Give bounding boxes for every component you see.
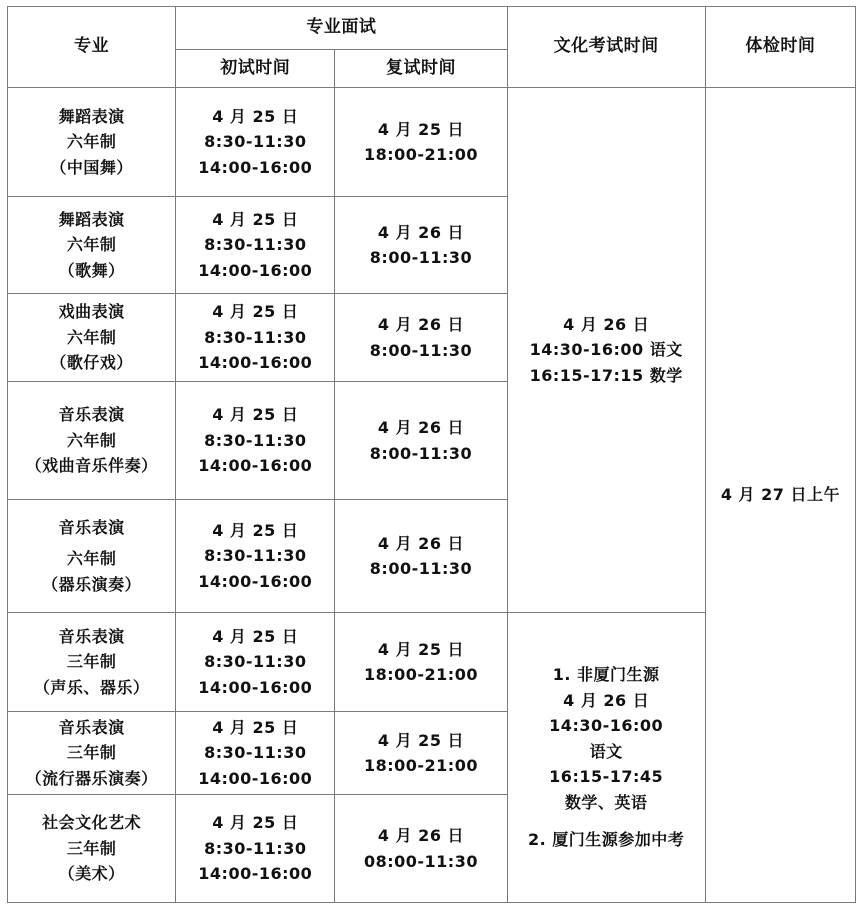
major-name: 音乐表演: [58, 405, 125, 425]
second-round-time: 8:00-11:30: [369, 443, 473, 463]
second-round-cell: [335, 382, 507, 500]
first-round-morning: 8:30-11:30: [204, 652, 307, 672]
second-round-cell: [335, 712, 507, 795]
culture-exam-three-year-cell: [507, 613, 705, 903]
exam-schedule-table: [7, 6, 856, 903]
second-round-cell: [335, 88, 507, 197]
second-round-date: 4 月 26 日: [377, 533, 465, 553]
second-round-cell: [335, 500, 507, 613]
first-round-morning: 8:30-11:30: [204, 743, 307, 763]
second-round-date: 4 月 26 日: [377, 418, 465, 437]
first-round-afternoon: 14:00-16:00: [198, 456, 313, 476]
header-culture-exam: 文化考试时间: [507, 7, 705, 88]
first-round-cell: [176, 712, 335, 795]
first-round-date: 4 月 25 日: [212, 106, 299, 126]
first-round-morning: 8:30-11:30: [204, 546, 307, 566]
major-specialty: （中国舞）: [50, 157, 133, 177]
major-name: 音乐表演: [58, 626, 125, 646]
major-name: 音乐表演: [58, 717, 125, 737]
major-cell: [8, 294, 176, 382]
culture-exam-math-english-subject: 数学、英语: [564, 792, 648, 812]
major-duration: 六年制: [66, 549, 117, 569]
first-round-afternoon: 14:00-16:00: [198, 353, 313, 373]
culture-exam-math: 16:15-17:15 数学: [529, 365, 683, 385]
table-row: [8, 88, 856, 197]
major-name: 舞蹈表演: [58, 209, 125, 229]
major-name: 舞蹈表演: [58, 106, 125, 126]
second-round-time: 8:00-11:30: [369, 248, 473, 267]
first-round-cell: [176, 197, 335, 294]
first-round-afternoon: 14:00-16:00: [198, 260, 313, 280]
major-name: 戏曲表演: [58, 302, 125, 322]
first-round-date: 4 月 25 日: [212, 626, 299, 646]
major-duration: 三年制: [66, 743, 117, 763]
culture-exam-chinese: 14:30-16:00 语文: [529, 340, 683, 360]
second-round-date: 4 月 26 日: [377, 222, 465, 242]
major-specialty: （美术）: [58, 864, 125, 884]
table-header: [8, 7, 856, 88]
second-round-time: 08:00-11:30: [363, 851, 478, 871]
second-round-date: 4 月 25 日: [377, 639, 465, 659]
culture-exam-math-english-time: 16:15-17:45: [549, 767, 664, 787]
major-cell: [8, 500, 176, 613]
major-cell: [8, 382, 176, 500]
first-round-cell: [176, 795, 335, 903]
first-round-date: 4 月 25 日: [212, 813, 299, 833]
first-round-cell: [176, 500, 335, 613]
header-interview-group: 专业面试: [176, 7, 507, 50]
major-cell: [8, 712, 176, 795]
major-duration: 六年制: [66, 327, 117, 347]
major-specialty: （器乐演奏）: [42, 574, 142, 594]
first-round-date: 4 月 25 日: [212, 209, 299, 229]
culture-exam-chinese-subject: 语文: [589, 741, 623, 761]
first-round-morning: 8:30-11:30: [204, 838, 307, 858]
major-duration: 三年制: [66, 838, 117, 858]
first-round-date: 4 月 25 日: [212, 302, 299, 322]
second-round-date: 4 月 25 日: [377, 730, 465, 750]
major-duration: 六年制: [66, 430, 117, 450]
first-round-morning: 8:30-11:30: [204, 327, 307, 347]
first-round-date: 4 月 25 日: [212, 405, 299, 425]
second-round-time: 18:00-21:00: [363, 145, 478, 164]
first-round-morning: 8:30-11:30: [204, 132, 307, 152]
first-round-cell: [176, 88, 335, 197]
major-specialty: （歌舞）: [58, 260, 125, 280]
second-round-time: 18:00-21:00: [363, 665, 478, 684]
second-round-date: 4 月 25 日: [377, 119, 465, 139]
spacer: [508, 815, 705, 827]
header-major: 专业: [8, 7, 176, 88]
header-first-round: 初试时间: [176, 50, 335, 88]
culture-exam-non-xiamen-label: 1. 非厦门生源: [552, 665, 660, 685]
major-specialty: （戏曲音乐伴奏）: [25, 456, 158, 476]
first-round-afternoon: 14:00-16:00: [198, 157, 313, 177]
first-round-cell: [176, 294, 335, 382]
header-physical-exam: 体检时间: [705, 7, 855, 88]
major-cell: [8, 795, 176, 903]
second-round-time: 18:00-21:00: [363, 756, 478, 775]
culture-exam-chinese-time: 14:30-16:00: [549, 716, 664, 736]
first-round-afternoon: 14:00-16:00: [198, 864, 313, 884]
culture-exam-xiamen-note: 2. 厦门生源参加中考: [528, 830, 685, 850]
first-round-morning: 8:30-11:30: [204, 235, 307, 255]
major-name: 音乐表演: [58, 517, 125, 537]
second-round-cell: [335, 197, 507, 294]
major-duration: 六年制: [66, 235, 117, 255]
first-round-morning: 8:30-11:30: [204, 430, 307, 450]
major-name: 社会文化艺术: [42, 813, 142, 833]
second-round-date: 4 月 26 日: [377, 315, 465, 334]
first-round-afternoon: 14:00-16:00: [198, 571, 313, 591]
second-round-cell: [335, 294, 507, 382]
major-cell: [8, 197, 176, 294]
first-round-afternoon: 14:00-16:00: [198, 677, 313, 697]
second-round-date: 4 月 26 日: [377, 826, 465, 845]
culture-exam-six-year-cell: [507, 88, 705, 613]
second-round-cell: [335, 795, 507, 903]
second-round-time: 8:00-11:30: [369, 340, 473, 360]
major-specialty: （声乐、器乐）: [33, 677, 150, 697]
second-round-cell: [335, 613, 507, 712]
major-duration: 六年制: [66, 132, 117, 152]
culture-exam-date: 4 月 26 日: [563, 314, 650, 334]
major-specialty: （流行器乐演奏）: [25, 768, 158, 788]
first-round-cell: [176, 382, 335, 500]
first-round-cell: [176, 613, 335, 712]
first-round-afternoon: 14:00-16:00: [198, 768, 313, 788]
major-cell: [8, 88, 176, 197]
header-second-round: 复试时间: [335, 50, 507, 88]
major-duration: 三年制: [66, 652, 117, 672]
first-round-date: 4 月 25 日: [212, 520, 299, 540]
major-specialty: （歌仔戏）: [50, 353, 133, 373]
culture-exam-date: 4 月 26 日: [563, 690, 650, 710]
physical-exam-cell: 4 月 27 日上午: [705, 88, 855, 903]
second-round-time: 8:00-11:30: [369, 559, 473, 578]
major-cell: [8, 613, 176, 712]
first-round-date: 4 月 25 日: [212, 717, 299, 737]
